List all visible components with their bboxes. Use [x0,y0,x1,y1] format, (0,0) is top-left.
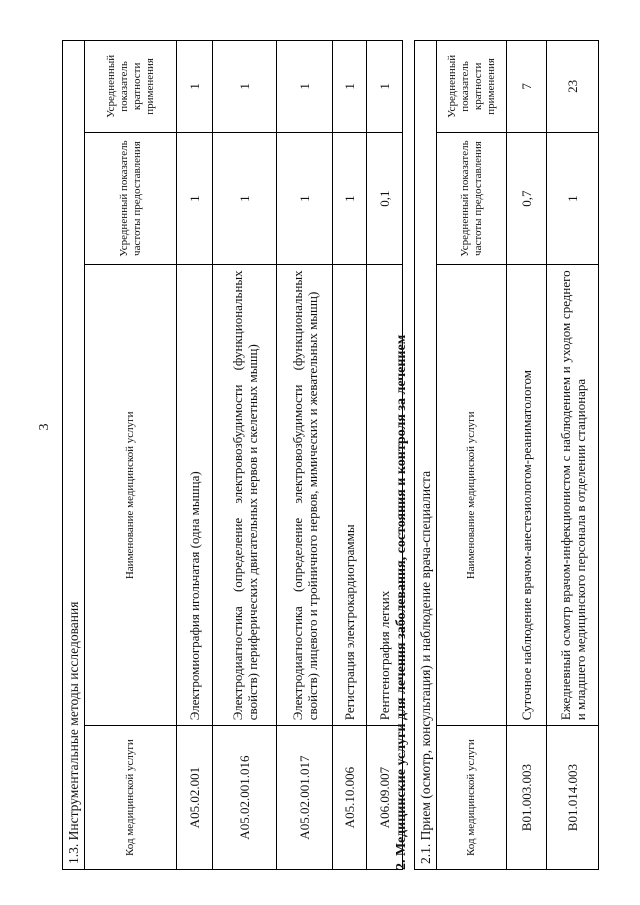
table-row [277,41,333,870]
frequency-value: 1 [277,132,333,265]
service-code: B01.003.003 [507,726,547,870]
service-code: B01.014.003 [547,726,599,870]
specialist-consultation-table [414,40,599,870]
service-name: Электромиография игольчатая (одна мышца) [177,265,213,726]
service-code: A06.09.007 [367,726,403,870]
page-number: 3 [37,423,52,431]
section-2-1-caption: 2.1. Прием (осмотр, консультация) и наблюдение врача-специалиста [415,41,437,870]
frequency-value: 1 [547,132,599,265]
frequency-value: 1 [213,132,277,265]
service-name: Электродиагностика (определение электровозбудимости (функциональных свойств) периферических двигательных нервов и скелетных мышц) [213,265,277,726]
section-2-title: 2. Медицинские услуги для лечения заболевания, состояния и контроля за лечением [394,334,409,870]
frequency-value: 1 [177,132,213,265]
header-code: Код медицинской услуги [437,726,507,870]
multiplicity-value: 1 [213,41,277,133]
header-multiplicity: Усредненный показатель кратности применения [85,41,177,133]
service-code: A05.10.006 [333,726,367,870]
header-name: Наименование медицинской услуги [85,265,177,726]
multiplicity-value: 1 [277,41,333,133]
table-row [507,41,547,870]
table-row [547,41,599,870]
service-code: A05.02.001 [177,726,213,870]
frequency-value: 1 [333,132,367,265]
service-code: A05.02.001.016 [213,726,277,870]
service-code: A05.02.001.017 [277,726,333,870]
header-frequency: Усредненный показатель частоты предоставления [85,132,177,265]
frequency-value: 0,1 [367,132,403,265]
multiplicity-value: 1 [177,41,213,133]
frequency-value: 0,7 [507,132,547,265]
header-multiplicity: Усредненный показатель кратности применения [437,41,507,133]
table-row [213,41,277,870]
multiplicity-value: 1 [333,41,367,133]
rotated-page-content [62,40,588,870]
multiplicity-value: 1 [367,41,403,133]
header-name: Наименование медицинской услуги [437,265,507,726]
service-name: Суточное наблюдение врачом-анестезиологом-реаниматологом [507,265,547,726]
service-name: Регистрация электрокардиограммы [333,265,367,726]
multiplicity-value: 7 [507,41,547,133]
service-name: Рентгенография легких [367,265,403,726]
table-row [333,41,367,870]
multiplicity-value: 23 [547,41,599,133]
service-name: Электродиагностика (определение электровозбудимости (функциональных свойств) лицевого и тройничного нервов, мимических и жевательных мышц) [277,265,333,726]
service-name: Ежедневный осмотр врачом-инфекционистом с наблюдением и уходом среднего и младшего медицинского персонала в отделении стационара [547,265,599,726]
instrumental-methods-table [62,40,403,870]
header-frequency: Усредненный показатель частоты предоставления [437,132,507,265]
table-row [177,41,213,870]
header-code: Код медицинской услуги [85,726,177,870]
section-1-3-caption: 1.3. Инструментальные методы исследования [63,41,85,870]
